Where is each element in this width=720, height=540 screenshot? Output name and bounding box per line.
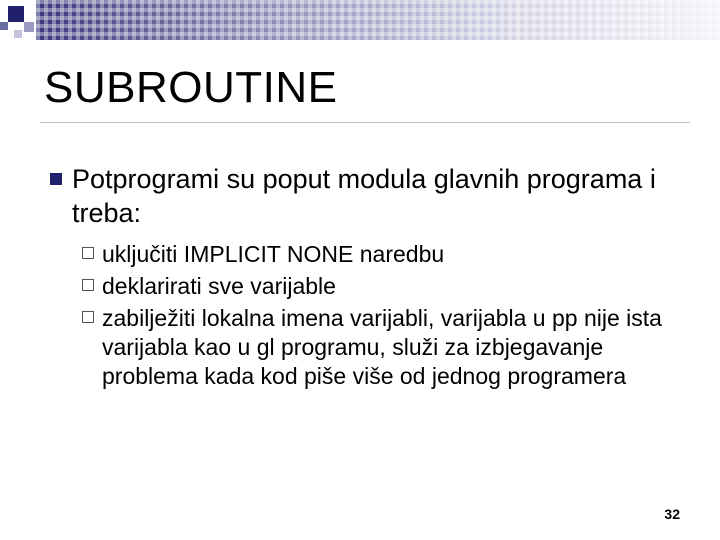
slide-content [44,162,684,394]
square-bullet-icon [50,173,62,185]
sub-bullet-item [82,304,684,391]
slide-title: SUBROUTINE [44,63,338,112]
sub-bullet-text: uključiti IMPLICIT NONE naredbu [102,241,445,267]
decorative-square [8,6,24,22]
decorative-header-strip [36,0,720,40]
hollow-square-bullet-icon [82,279,94,291]
main-bullet-item [44,162,684,230]
page-number: 32 [664,506,680,522]
sub-bullet-list [44,240,684,391]
decorative-square [24,22,34,32]
sub-bullet-item [82,272,684,301]
main-bullet-text: Potprogrami su poput modula glavnih programa i treba: [72,164,656,228]
sub-bullet-text: deklarirati sve varijable [102,273,336,299]
hollow-square-bullet-icon [82,247,94,259]
decorative-square [14,30,22,38]
decorative-square [0,22,8,30]
sub-bullet-text: zabilježiti lokalna imena varijabli, varijabla u pp nije ista varijabla kao u gl programu, služi za izbjegavanje problema kada kod piše više od jednog programera [102,305,662,389]
hollow-square-bullet-icon [82,311,94,323]
title-divider [40,122,690,123]
sub-bullet-item [82,240,684,269]
